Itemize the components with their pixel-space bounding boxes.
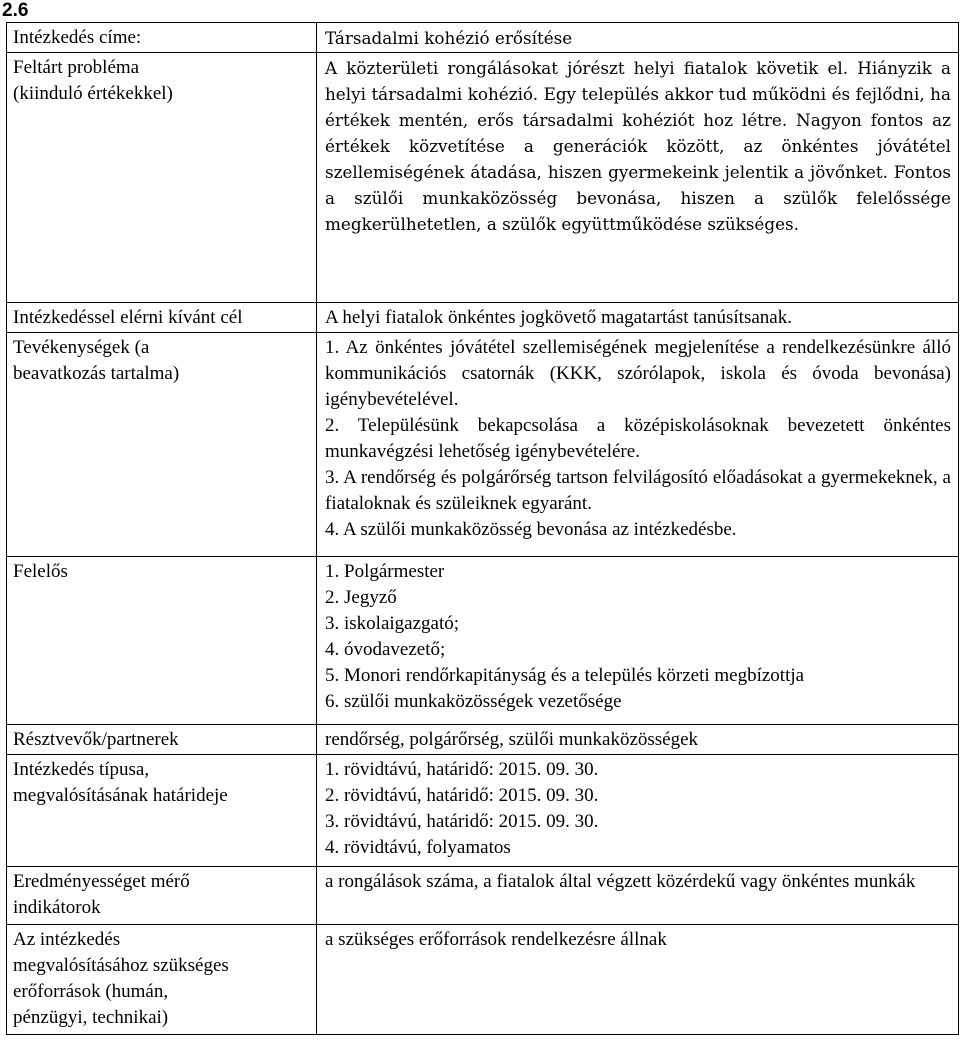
row-label <box>7 333 317 557</box>
label-line: Eredményességet mérő <box>13 871 190 892</box>
table-row <box>7 755 959 867</box>
value-paragraph: 4. rövidtávú, folyamatos <box>325 837 511 858</box>
table-row <box>7 23 959 53</box>
table-row <box>7 925 959 1035</box>
row-label <box>7 53 317 303</box>
value-paragraph: 2. rövidtávú, határidő: 2015. 09. 30. <box>325 785 599 806</box>
label-line: Intézkedés típusa, <box>13 759 150 780</box>
row-value <box>317 725 959 755</box>
value-paragraph: 3. iskolaigazgató; <box>325 613 460 634</box>
label-line: Feltárt probléma <box>13 57 140 78</box>
label-line: pénzügyi, technikai) <box>13 1007 169 1028</box>
value-paragraph: 3. rövidtávú, határidő: 2015. 09. 30. <box>325 811 599 832</box>
value-paragraph: 1. Polgármester <box>325 561 445 582</box>
value-paragraph: rendőrség, polgárőrség, szülői munkaközösségek <box>325 729 699 750</box>
measure-table <box>6 22 959 1035</box>
row-value <box>317 867 959 925</box>
label-line: indikátorok <box>13 897 101 918</box>
label-line: (kiinduló értékekkel) <box>13 83 173 104</box>
table-row <box>7 867 959 925</box>
section-number: 2.6 <box>2 0 29 21</box>
label-line: Intézkedéssel elérni kívánt cél <box>13 307 243 328</box>
row-label <box>7 23 317 53</box>
label-line: Az intézkedés <box>13 929 121 950</box>
row-label <box>7 755 317 867</box>
row-value <box>317 53 959 303</box>
row-value <box>317 303 959 333</box>
row-label <box>7 925 317 1035</box>
value-paragraph: A közterületi rongálásokat jórészt helyi fiatalok követik el. Hiányzik a helyi társadalmi kohézió. Egy település akkor tud működni és fejlődni, ha értékek mentén, erős társadalmi kohéziót hoz létre. Nagyon fontos az értékek közvetítése a generációk között, az önkéntes jóvátétel szellemiségének átadása, hiszen gyermekeink jelentik a jövőnket. Fontos a szülői munkaközösség bevonása, hiszen a szülők felelőssége megkerülhetetlen, a szülők együttműködése szükséges. <box>325 58 951 234</box>
table-row <box>7 333 959 557</box>
label-line: Felelős <box>13 561 68 582</box>
value-paragraph: A helyi fiatalok önkéntes jogkövető magatartást tanúsítsanak. <box>325 307 792 328</box>
label-line: megvalósításához szükséges <box>13 955 229 976</box>
table-row <box>7 557 959 725</box>
value-paragraph: 4. óvodavezető; <box>325 639 446 660</box>
value-paragraph: 2. Jegyző <box>325 587 397 608</box>
value-paragraph: 1. rövidtávú, határidő: 2015. 09. 30. <box>325 759 599 780</box>
label-line: Résztvevők/partnerek <box>13 729 179 750</box>
table-row <box>7 725 959 755</box>
row-value <box>317 557 959 725</box>
value-paragraph: 6. szülői munkaközösségek vezetősége <box>325 691 622 712</box>
value-paragraph: Társadalmi kohézió erősítése <box>325 28 573 48</box>
label-line: megvalósításának határideje <box>13 785 228 806</box>
row-label <box>7 303 317 333</box>
row-value <box>317 925 959 1035</box>
value-paragraph: 3. A rendőrség és polgárőrség tartson felvilágosító előadásokat a gyermekeknek, a fiataloknak és szüleiknek egyaránt. <box>325 467 951 514</box>
label-line: Tevékenységek (a <box>13 337 150 358</box>
label-line: beavatkozás tartalma) <box>13 363 180 384</box>
row-value <box>317 333 959 557</box>
row-label <box>7 557 317 725</box>
table-row <box>7 53 959 303</box>
value-paragraph: 5. Monori rendőrkapitányság és a település körzeti megbízottja <box>325 665 805 686</box>
value-paragraph: 4. A szülői munkaközösség bevonása az intézkedésbe. <box>325 519 737 540</box>
label-line: erőforrások (humán, <box>13 981 169 1002</box>
row-value <box>317 755 959 867</box>
value-paragraph: a szükséges erőforrások rendelkezésre állnak <box>325 929 667 950</box>
value-paragraph: a rongálások száma, a fiatalok által végzett közérdekű vagy önkéntes munkák <box>325 871 916 892</box>
row-label <box>7 867 317 925</box>
value-paragraph: 1. Az önkéntes jóvátétel szellemiségének megjelenítése a rendelkezésünkre álló kommunikációs csatornák (KKK, szórólapok, iskola és óvoda bevonása) igénybevételével. <box>325 337 951 410</box>
row-value <box>317 23 959 53</box>
row-label <box>7 725 317 755</box>
table-row <box>7 303 959 333</box>
label-line: Intézkedés címe: <box>13 27 142 48</box>
value-paragraph: 2. Településünk bekapcsolása a középiskolásoknak bevezetett önkéntes munkavégzési lehetőség igénybevételére. <box>325 415 951 462</box>
